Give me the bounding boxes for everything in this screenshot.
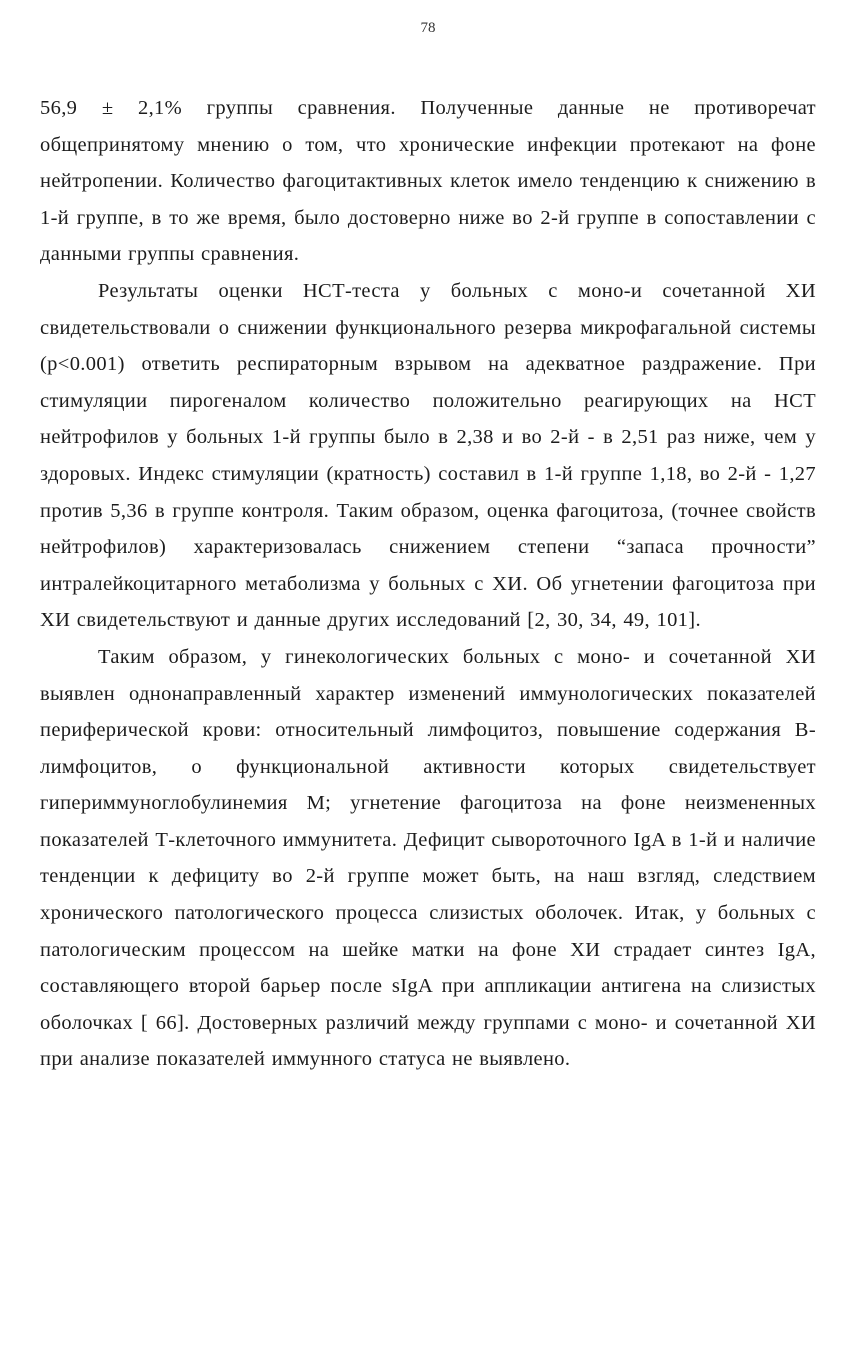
body-text: [40, 90, 816, 1078]
page-number: 78: [420, 20, 436, 36]
paragraph-2: Результаты оценки НСТ-теста у больных с моно-и сочетанной ХИ свидетельствовали о снижении функционального резерва микрофагальной системы (р<0.001) ответить респираторным взрывом на адекватное раздражение. При стимуляции пирогеналом количество положительно реагирующих на НСТ нейтрофилов у больных 1-й группы было в 2,38 и во 2-й - в 2,51 раз ниже, чем у здоровых. Индекс стимуляции (кратность) составил в 1-й группе 1,18, во 2-й - 1,27 против 5,36 в группе контроля. Таким образом, оценка фагоцитоза, (точнее свойств нейтрофилов) характеризовалась снижением степени “запаса прочности” интралейкоцитарного метаболизма у больных с ХИ. Об угнетении фагоцитоза при ХИ свидетельствуют и данные других исследований [2, 30, 34, 49, 101].: [40, 279, 816, 632]
paragraph-1: 56,9 ± 2,1% группы сравнения. Полученные данные не противоречат общепринятому мнению о том, что хронические инфекции протекают на фоне нейтропении. Количество фагоцитактивных клеток имело тенденцию к снижению в 1-й группе, в то же время, было достоверно ниже во 2-й группе в сопоставлении с данными группы сравнения.: [40, 97, 816, 266]
paragraph-3: Таким образом, у гинекологических больных с моно- и сочетанной ХИ выявлен однонаправленный характер изменений иммунологических показателей периферической крови: относительный лимфоцитоз, повышение содержания В-лимфоцитов, о функциональной активности которых свидетельствует гипериммуноглобулинемия М; угнетение фагоцитоза на фоне неизмененных показателей Т-клеточного иммунитета. Дефицит сывороточного IgA в 1-й и наличие тенденции к дефициту во 2-й группе может быть, на наш взгляд, следствием хронического патологического процесса слизистых оболочек. Итак, у больных с патологическим процессом на шейке матки на фоне ХИ страдает синтез IgA, составляющего второй барьер после sIgA при аппликации антигена на слизистых оболочках [ 66]. Достоверных различий между группами с моно- и сочетанной ХИ при анализе показателей иммунного статуса не выявлено.: [40, 645, 816, 1071]
